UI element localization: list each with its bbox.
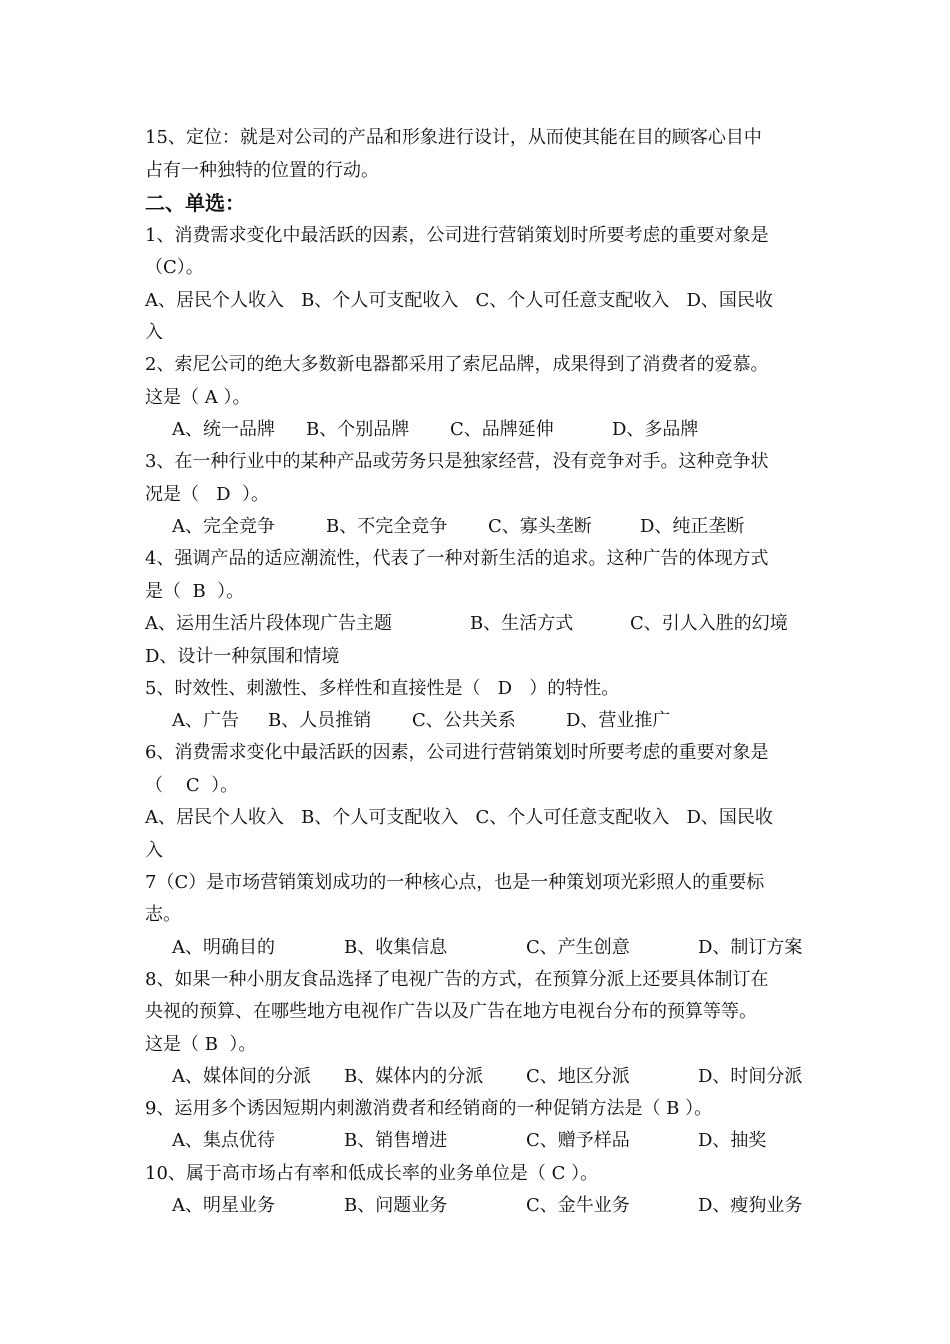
- question-7-option-b: B、收集信息: [344, 937, 448, 958]
- question-9-option-d: D、抽奖: [698, 1130, 767, 1151]
- question-4-line-1: 4、强调产品的适应潮流性，代表了一种对新生活的追求。这种广告的体现方式: [145, 548, 769, 569]
- question-3-line-1: 3、在一种行业中的某种产品或劳务只是独家经营，没有竞争对手。这种竞争状: [145, 451, 769, 472]
- question-6-line-1: 6、消费需求变化中最活跃的因素，公司进行营销策划时所要考虑的重要对象是: [145, 742, 769, 763]
- question-1-options-line-2: 入: [145, 322, 163, 343]
- question-6-options-line-2: 入: [145, 840, 163, 861]
- question-8-option-b: B、媒体内的分派: [344, 1066, 484, 1087]
- question-2-line-1: 2、索尼公司的绝大多数新电器都采用了索尼品牌，成果得到了消费者的爱慕。: [145, 354, 769, 375]
- question-4-option-b: B、生活方式: [470, 613, 574, 634]
- question-4-option-a: A、运用生活片段体现广告主题: [145, 613, 392, 634]
- question-6-line-2: （ C ）。: [145, 775, 239, 796]
- question-2-option-a: A、统一品牌: [172, 419, 275, 440]
- definition-15-line-2: 占有一种独特的位置的行动。: [145, 160, 379, 181]
- question-5-option-d: D、营业推广: [566, 710, 671, 731]
- question-1-options-line-1: A、居民个人收入 B、个人可支配收入 C、个人可任意支配收入 D、国民收: [145, 290, 773, 311]
- question-3-option-d: D、纯正垄断: [640, 516, 745, 537]
- question-8-option-a: A、媒体间的分派: [172, 1066, 311, 1087]
- question-3-option-a: A、完全竞争: [172, 516, 275, 537]
- question-8-line-3: 这是（ B ）。: [145, 1034, 257, 1055]
- question-10-line-1: 10、属于高市场占有率和低成长率的业务单位是（ C ）。: [145, 1163, 599, 1184]
- question-6-options-line-1: A、居民个人收入 B、个人可支配收入 C、个人可任意支配收入 D、国民收: [145, 807, 773, 828]
- question-2-option-c: C、品牌延伸: [450, 419, 554, 440]
- question-7-option-a: A、明确目的: [172, 937, 275, 958]
- definition-15-line-1: 15、定位：就是对公司的产品和形象进行设计，从而使其能在目的顾客心目中: [145, 127, 762, 148]
- question-4-line-2: 是（ B ）。: [145, 581, 245, 602]
- question-5-line-1: 5、时效性、刺激性、多样性和直接性是（ D ）的特性。: [145, 678, 620, 699]
- question-8-line-1: 8、如果一种小朋友食品选择了电视广告的方式，在预算分派上还要具体制订在: [145, 969, 769, 990]
- question-9-line-1: 9、运用多个诱因短期内刺激消费者和经销商的一种促销方法是（ B ）。: [145, 1098, 713, 1119]
- question-9-option-a: A、集点优待: [172, 1130, 275, 1151]
- question-7-option-c: C、产生创意: [526, 937, 630, 958]
- question-3-option-c: C、寡头垄断: [488, 516, 592, 537]
- question-7-option-d: D、制订方案: [698, 937, 803, 958]
- question-9-option-c: C、赠予样品: [526, 1130, 630, 1151]
- question-8-option-c: C、地区分派: [526, 1066, 630, 1087]
- question-5-option-a: A、广告: [172, 710, 239, 731]
- question-10-option-c: C、金牛业务: [526, 1195, 630, 1216]
- question-10-option-b: B、问题业务: [344, 1195, 448, 1216]
- question-1-line-1: 1、消费需求变化中最活跃的因素，公司进行营销策划时所要考虑的重要对象是: [145, 225, 769, 246]
- question-10-option-d: D、瘦狗业务: [698, 1195, 803, 1216]
- question-2-option-d: D、多品牌: [612, 419, 699, 440]
- question-9-option-b: B、销售增进: [344, 1130, 448, 1151]
- question-3-line-2: 况是（ D ）。: [145, 484, 270, 505]
- question-1-line-2: （C）。: [145, 257, 204, 278]
- question-4-option-c: C、引人入胜的幻境: [630, 613, 788, 634]
- question-8-line-2: 央视的预算、在哪些地方电视作广告以及广告在地方电视台分布的预算等等。: [145, 1001, 757, 1022]
- question-7-line-2: 志。: [145, 904, 181, 925]
- question-2-option-b: B、个别品牌: [306, 419, 410, 440]
- question-7-line-1: 7（C）是市场营销策划成功的一种核心点，也是一种策划项光彩照人的重要标: [145, 872, 765, 893]
- question-3-option-b: B、不完全竞争: [326, 516, 448, 537]
- section-heading: 二、单选：: [145, 191, 245, 215]
- question-5-option-c: C、公共关系: [412, 710, 516, 731]
- question-10-option-a: A、明星业务: [172, 1195, 275, 1216]
- question-8-option-d: D、时间分派: [698, 1066, 803, 1087]
- question-5-option-b: B、人员推销: [268, 710, 372, 731]
- question-2-line-2: 这是（ A ）。: [145, 387, 251, 408]
- question-4-option-d: D、设计一种氛围和情境: [145, 646, 340, 667]
